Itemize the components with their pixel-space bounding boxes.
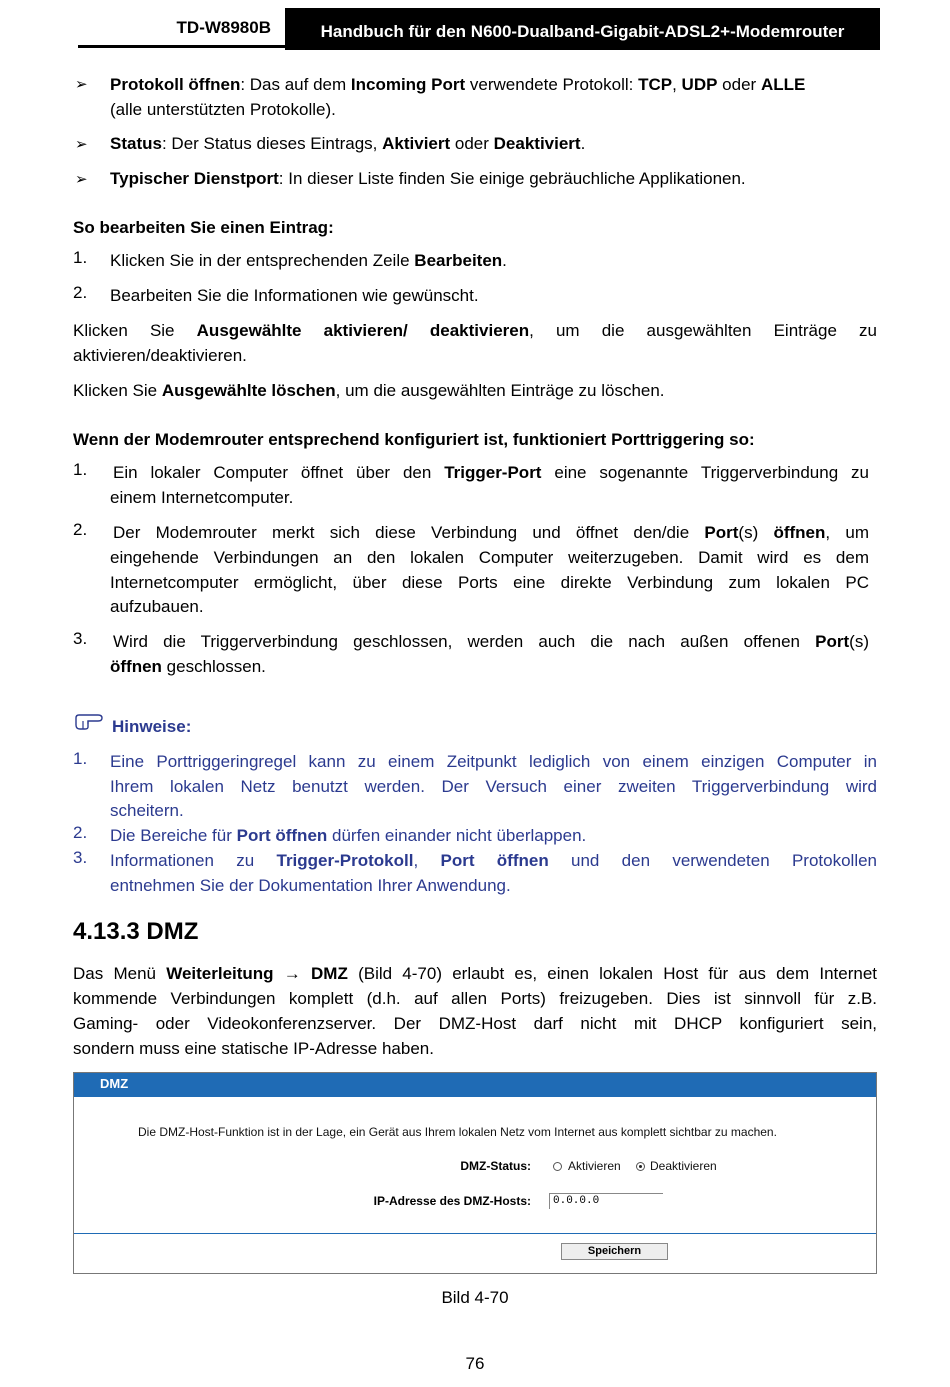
note-2: Die Bereiche für Port öffnen dürfen einander nicht überlappen. xyxy=(110,826,587,845)
trigger-step-3-l1: Wird die Triggerverbindung geschlossen, werden auch die nach außen offenen Port(s) xyxy=(113,632,869,651)
trigger-step-2-l1: Der Modemrouter merkt sich diese Verbindung und öffnet den/die Port(s) öffnen, um xyxy=(113,523,869,542)
radio-activate[interactable] xyxy=(553,1162,562,1171)
dmz-ip-input[interactable]: 0.0.0.0 xyxy=(549,1193,663,1209)
note-1-l2: Ihrem lokalen Netz benutzt werden. Der Versuch einer zweiten Triggerverbindung wird xyxy=(110,777,877,796)
note-1-l3: scheitern. xyxy=(110,801,184,820)
bullet-status: Status: Der Status dieses Eintrags, Aktiviert oder Deaktiviert. xyxy=(110,134,586,153)
list-number: 2. xyxy=(73,520,88,539)
trigger-step-2-l4: aufzubauen. xyxy=(110,597,204,616)
note-3-l1: Informationen zu Trigger-Protokoll, Port öffnen und den verwendeten Protokollen xyxy=(110,851,878,870)
edit-para-activate-l2: aktivieren/deaktivieren. xyxy=(73,346,247,365)
dmz-ip-label: IP-Adresse des DMZ-Hosts: xyxy=(373,1194,531,1208)
pointing-hand-icon xyxy=(74,712,104,730)
radio-deactivate-label: Deaktivieren xyxy=(650,1159,717,1173)
list-number: 2. xyxy=(73,283,88,302)
dmz-para-l3: Gaming- oder Videokonferenzserver. Der DMZ-Host darf nicht mit DHCP konfiguriert sein, xyxy=(73,1014,877,1033)
dmz-para-l4: sondern muss eine statische IP-Adresse haben. xyxy=(73,1039,434,1058)
note-3-l2: entnehmen Sie der Dokumentation Ihrer Anwendung. xyxy=(110,876,511,895)
bullet-arrow-icon: ➢ xyxy=(75,136,88,153)
dmz-title-bar: DMZ xyxy=(74,1073,876,1097)
radio-deactivate[interactable] xyxy=(636,1162,645,1171)
page-header xyxy=(78,8,880,50)
dmz-para-l1: Das Menü Weiterleitung → DMZ (Bild 4-70) erlaubt es, einen lokalen Host für aus dem Internet xyxy=(73,964,878,983)
dmz-para-l2: kommende Verbindungen komplett (d.h. auf allen Ports) freizugeben. Dies ist sinnvoll für z.B. xyxy=(73,989,877,1008)
trigger-step-1-l1: Ein lokaler Computer öffnet über den Trigger-Port eine sogenannte Triggerverbindung zu xyxy=(113,463,869,482)
bullet-arrow-icon: ➢ xyxy=(75,76,88,93)
list-number: 3. xyxy=(73,629,88,648)
edit-step-2: Bearbeiten Sie die Informationen wie gewünscht. xyxy=(110,286,479,305)
edit-para-activate-l1: Klicken Sie Ausgewählte aktivieren/ deaktivieren, um die ausgewählten Einträge zu xyxy=(73,321,878,340)
radio-activate-label: Aktivieren xyxy=(568,1159,621,1173)
page-number: 76 xyxy=(465,1354,485,1373)
edit-para-delete: Klicken Sie Ausgewählte löschen, um die ausgewählten Einträge zu löschen. xyxy=(73,381,665,400)
figure-caption: Bild 4-70 xyxy=(441,1288,509,1307)
trigger-step-2-l3: Internetcomputer ermöglicht, über diese Ports eine direkte Verbindung zum lokalen PC xyxy=(110,573,869,592)
list-number: 1. xyxy=(73,460,88,479)
list-number: 2. xyxy=(73,823,88,842)
header-model: TD-W8980B xyxy=(78,8,285,48)
divider xyxy=(74,1233,876,1234)
list-number: 3. xyxy=(73,848,88,867)
trigger-step-3-l2: öffnen geschlossen. xyxy=(110,657,266,676)
dmz-intro-text: Die DMZ-Host-Funktion ist in der Lage, ein Gerät aus Ihrem lokalen Netz vom Internet aus komplett sichtbar zu machen. xyxy=(138,1125,777,1139)
bullet-protokoll: Protokoll öffnen: Das auf dem Incoming Port verwendete Protokoll: TCP, UDP oder ALLE (alle unterstützten Protokolle). xyxy=(110,75,806,119)
header-title: Handbuch für den N600-Dualband-Gigabit-ADSL2+-Modemrouter xyxy=(285,8,880,50)
bullet-dienstport: Typischer Dienstport: In dieser Liste finden Sie einige gebräuchliche Applikationen. xyxy=(110,169,746,188)
notes-heading: Hinweise: xyxy=(112,717,192,736)
edit-heading: So bearbeiten Sie einen Eintrag: xyxy=(73,218,334,237)
trigger-heading: Wenn der Modemrouter entsprechend konfiguriert ist, funktioniert Porttriggering so: xyxy=(73,430,755,449)
bullet-arrow-icon: ➢ xyxy=(75,171,88,188)
section-title-dmz: 4.13.3 DMZ xyxy=(73,918,199,945)
dmz-status-label: DMZ-Status: xyxy=(460,1159,531,1173)
list-number: 1. xyxy=(73,248,88,267)
dmz-screenshot xyxy=(73,1072,877,1274)
save-button[interactable]: Speichern xyxy=(561,1243,668,1260)
note-1-l1: Eine Porttriggeringregel kann zu einem Zeitpunkt lediglich von einem einzigen Computer in xyxy=(110,752,877,771)
edit-step-1: Klicken Sie in der entsprechenden Zeile Bearbeiten. xyxy=(110,251,507,270)
trigger-step-1-l2: einem Internetcomputer. xyxy=(110,488,294,507)
trigger-step-2-l2: eingehende Verbindungen an den lokalen Computer weiterzugeben. Damit wird es dem xyxy=(110,548,869,567)
list-number: 1. xyxy=(73,749,88,768)
